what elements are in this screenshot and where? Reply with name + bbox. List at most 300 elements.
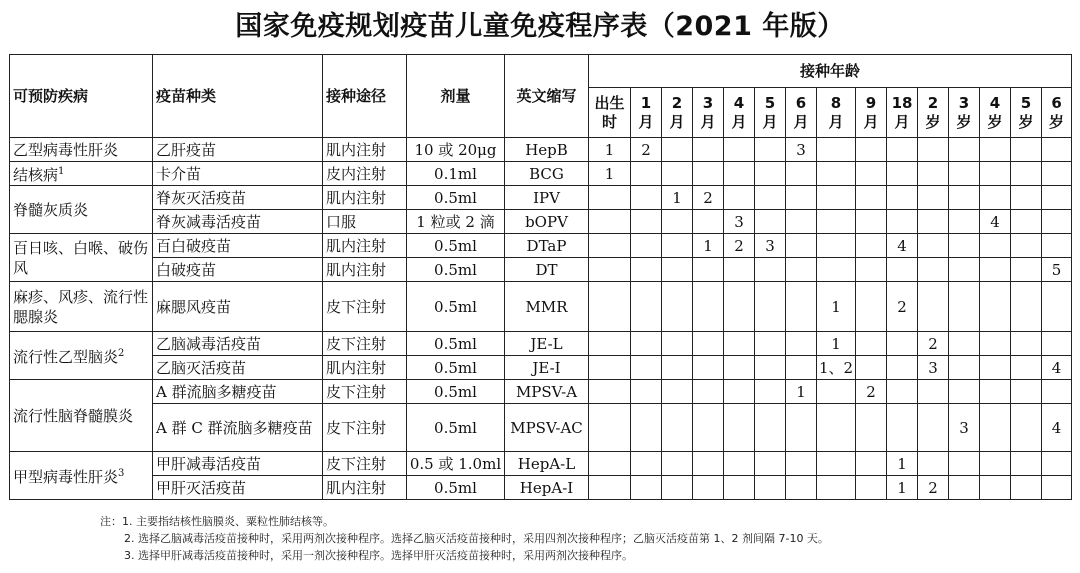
dose-number-cell xyxy=(918,162,949,186)
abbr-cell: BCG xyxy=(505,162,589,186)
dose-number-cell xyxy=(589,234,631,258)
dose-number-cell xyxy=(1042,332,1072,356)
route-cell: 肌内注射 xyxy=(323,138,407,162)
header-age-9 xyxy=(887,88,918,138)
dose-number-cell: 4 xyxy=(1042,404,1072,452)
age-unit: 岁 xyxy=(987,112,1003,131)
dose-number-cell xyxy=(817,186,856,210)
dose-number-cell xyxy=(1011,356,1042,380)
age-unit: 月 xyxy=(638,112,654,131)
dose-number-cell xyxy=(817,210,856,234)
dose-number-cell: 1 xyxy=(589,138,631,162)
header-disease: 可预防疾病 xyxy=(10,55,153,138)
dose-number-cell xyxy=(755,452,786,476)
dose-number-cell xyxy=(817,162,856,186)
vaccine-cell: A 群流脑多糖疫苗 xyxy=(153,380,323,404)
header-abbr: 英文缩写 xyxy=(505,55,589,138)
route-cell: 皮下注射 xyxy=(323,452,407,476)
header-age-11 xyxy=(949,88,980,138)
dose-number-cell xyxy=(755,380,786,404)
dose-number-cell xyxy=(1011,380,1042,404)
dose-number-cell xyxy=(693,356,724,380)
dose-number-cell xyxy=(856,186,887,210)
disease-cell xyxy=(10,162,153,186)
header-age-8 xyxy=(856,88,887,138)
dose-number-cell xyxy=(631,332,662,356)
dose-cell: 0.5ml xyxy=(407,258,505,282)
dose-number-cell xyxy=(918,234,949,258)
disease-cell xyxy=(10,234,153,282)
dose-number-cell xyxy=(856,138,887,162)
dose-number-cell xyxy=(589,380,631,404)
abbr-cell: MPSV-AC xyxy=(505,404,589,452)
dose-number-cell xyxy=(856,162,887,186)
age-number: 5 xyxy=(1020,93,1032,112)
dose-number-cell xyxy=(1042,162,1072,186)
footnote-3: 3. 选择甲肝减毒活疫苗接种时，采用一剂次接种程序。选择甲肝灭活疫苗接种时，采用两剂次接种程序。 xyxy=(124,549,633,562)
dose-number-cell xyxy=(817,234,856,258)
route-cell: 皮下注射 xyxy=(323,380,407,404)
route-cell: 肌内注射 xyxy=(323,476,407,500)
dose-number-cell xyxy=(724,332,755,356)
abbr-cell: bOPV xyxy=(505,210,589,234)
age-number: 出生 xyxy=(594,93,625,112)
dose-number-cell: 4 xyxy=(887,234,918,258)
dose-number-cell xyxy=(918,404,949,452)
dose-number-cell xyxy=(662,258,693,282)
dose-number-cell xyxy=(662,210,693,234)
route-cell: 肌内注射 xyxy=(323,186,407,210)
dose-number-cell xyxy=(1011,404,1042,452)
dose-number-cell xyxy=(1042,282,1072,332)
dose-number-cell xyxy=(786,404,817,452)
dose-number-cell xyxy=(662,452,693,476)
route-cell: 肌内注射 xyxy=(323,356,407,380)
dose-number-cell: 1 xyxy=(693,234,724,258)
dose-number-cell xyxy=(980,404,1011,452)
table-row xyxy=(10,282,1072,332)
dose-cell: 0.5ml xyxy=(407,186,505,210)
dose-cell: 10 或 20μg xyxy=(407,138,505,162)
table-row xyxy=(10,452,1072,476)
dose-number-cell xyxy=(631,162,662,186)
dose-number-cell xyxy=(949,210,980,234)
dose-cell: 0.5ml xyxy=(407,356,505,380)
dose-number-cell xyxy=(856,452,887,476)
dose-number-cell xyxy=(786,452,817,476)
dose-number-cell xyxy=(589,476,631,500)
header-age-7 xyxy=(817,88,856,138)
dose-number-cell xyxy=(724,404,755,452)
table-row xyxy=(10,356,1072,380)
abbr-cell: DT xyxy=(505,258,589,282)
disease-cell xyxy=(10,186,153,234)
age-number: 2 xyxy=(927,93,939,112)
dose-cell: 1 粒或 2 滴 xyxy=(407,210,505,234)
dose-number-cell xyxy=(856,210,887,234)
dose-number-cell xyxy=(662,380,693,404)
dose-number-cell xyxy=(887,210,918,234)
dose-number-cell xyxy=(786,186,817,210)
dose-number-cell xyxy=(724,476,755,500)
dose-number-cell xyxy=(693,138,724,162)
age-number: 4 xyxy=(989,93,1001,112)
dose-cell: 0.5ml xyxy=(407,234,505,258)
age-number: 3 xyxy=(958,93,970,112)
dose-number-cell: 1 xyxy=(887,476,918,500)
dose-number-cell xyxy=(1042,138,1072,162)
dose-number-cell xyxy=(817,452,856,476)
dose-number-cell xyxy=(662,356,693,380)
footnotes xyxy=(100,513,829,564)
dose-number-cell xyxy=(724,356,755,380)
dose-number-cell xyxy=(631,258,662,282)
dose-number-cell xyxy=(589,282,631,332)
dose-number-cell xyxy=(1042,234,1072,258)
header-age-6 xyxy=(786,88,817,138)
dose-number-cell: 2 xyxy=(918,476,949,500)
footnote-marker: 1 xyxy=(58,166,65,177)
age-unit: 时 xyxy=(601,112,617,131)
dose-number-cell xyxy=(755,210,786,234)
dose-number-cell xyxy=(918,186,949,210)
dose-number-cell xyxy=(693,162,724,186)
dose-number-cell xyxy=(1011,162,1042,186)
dose-number-cell xyxy=(786,210,817,234)
dose-number-cell xyxy=(693,258,724,282)
dose-number-cell xyxy=(887,332,918,356)
dose-number-cell xyxy=(1011,452,1042,476)
immunization-schedule-table xyxy=(9,54,1072,500)
age-number: 4 xyxy=(733,93,745,112)
dose-number-cell xyxy=(887,356,918,380)
dose-number-cell xyxy=(918,258,949,282)
age-unit: 岁 xyxy=(1018,112,1034,131)
dose-number-cell: 1 xyxy=(817,282,856,332)
dose-number-cell xyxy=(949,452,980,476)
dose-number-cell: 1 xyxy=(887,452,918,476)
dose-number-cell xyxy=(980,258,1011,282)
table-row xyxy=(10,162,1072,186)
dose-number-cell xyxy=(949,356,980,380)
dose-number-cell xyxy=(631,234,662,258)
dose-number-cell xyxy=(693,404,724,452)
dose-number-cell xyxy=(662,332,693,356)
dose-number-cell xyxy=(693,210,724,234)
vaccine-cell: 脊灰减毒活疫苗 xyxy=(153,210,323,234)
abbr-cell: HepA-I xyxy=(505,476,589,500)
dose-cell: 0.5ml xyxy=(407,476,505,500)
age-number: 9 xyxy=(865,93,877,112)
dose-number-cell xyxy=(631,210,662,234)
route-cell: 皮下注射 xyxy=(323,404,407,452)
dose-number-cell xyxy=(856,234,887,258)
header-age-5 xyxy=(755,88,786,138)
dose-number-cell xyxy=(817,138,856,162)
age-unit: 月 xyxy=(894,112,910,131)
age-number: 6 xyxy=(1051,93,1062,112)
page-title: 国家免疫规划疫苗儿童免疫程序表（2021 年版） xyxy=(235,11,845,42)
dose-number-cell xyxy=(755,356,786,380)
dose-number-cell xyxy=(662,476,693,500)
disease-name: 流行性脑脊髓膜炎 xyxy=(13,406,134,425)
header-age-0 xyxy=(589,88,631,138)
disease-cell xyxy=(10,332,153,380)
dose-number-cell xyxy=(589,210,631,234)
dose-number-cell xyxy=(724,258,755,282)
dose-number-cell: 1 xyxy=(786,380,817,404)
abbr-cell: JE-L xyxy=(505,332,589,356)
dose-number-cell xyxy=(724,380,755,404)
dose-number-cell xyxy=(949,380,980,404)
table-row xyxy=(10,258,1072,282)
dose-number-cell xyxy=(887,380,918,404)
dose-number-cell xyxy=(918,282,949,332)
vaccine-cell: 乙脑灭活疫苗 xyxy=(153,356,323,380)
header-age-1 xyxy=(631,88,662,138)
dose-number-cell xyxy=(1011,186,1042,210)
vaccine-cell: 甲肝减毒活疫苗 xyxy=(153,452,323,476)
route-cell: 皮内注射 xyxy=(323,162,407,186)
dose-number-cell xyxy=(786,162,817,186)
abbr-cell: DTaP xyxy=(505,234,589,258)
disease-cell xyxy=(10,380,153,452)
dose-number-cell xyxy=(589,452,631,476)
dose-number-cell xyxy=(1042,476,1072,500)
dose-number-cell: 3 xyxy=(755,234,786,258)
dose-number-cell xyxy=(724,282,755,332)
dose-number-cell: 3 xyxy=(949,404,980,452)
disease-cell xyxy=(10,138,153,162)
disease-name: 百日咳、白喉、破伤风 xyxy=(13,238,149,277)
vaccine-cell: 乙脑减毒活疫苗 xyxy=(153,332,323,356)
table-row xyxy=(10,380,1072,404)
dose-number-cell xyxy=(631,404,662,452)
dose-number-cell xyxy=(949,258,980,282)
table-row xyxy=(10,138,1072,162)
age-unit: 月 xyxy=(669,112,685,131)
table-row xyxy=(10,234,1072,258)
table-row xyxy=(10,186,1072,210)
header-age-12 xyxy=(980,88,1011,138)
dose-number-cell xyxy=(724,452,755,476)
dose-cell: 0.1ml xyxy=(407,162,505,186)
disease-name: 甲型病毒性肝炎 xyxy=(13,468,119,486)
dose-number-cell xyxy=(786,282,817,332)
dose-number-cell xyxy=(980,380,1011,404)
vaccine-cell: 甲肝灭活疫苗 xyxy=(153,476,323,500)
abbr-cell: HepB xyxy=(505,138,589,162)
header-dose: 剂量 xyxy=(407,55,505,138)
disease-cell xyxy=(10,452,153,500)
dose-number-cell xyxy=(662,162,693,186)
disease-name: 结核病 xyxy=(13,166,59,184)
dose-number-cell xyxy=(980,138,1011,162)
dose-number-cell xyxy=(693,332,724,356)
dose-number-cell xyxy=(949,138,980,162)
dose-number-cell xyxy=(918,210,949,234)
dose-number-cell xyxy=(662,404,693,452)
dose-number-cell: 2 xyxy=(693,186,724,210)
dose-number-cell xyxy=(918,138,949,162)
dose-number-cell xyxy=(1042,452,1072,476)
dose-number-cell xyxy=(724,186,755,210)
dose-number-cell xyxy=(1011,234,1042,258)
dose-number-cell xyxy=(693,380,724,404)
dose-number-cell: 3 xyxy=(786,138,817,162)
dose-number-cell: 2 xyxy=(724,234,755,258)
disease-name: 脊髓灰质炎 xyxy=(13,200,89,219)
age-unit: 月 xyxy=(828,112,844,131)
dose-number-cell xyxy=(755,332,786,356)
header-age-2 xyxy=(662,88,693,138)
dose-cell: 0.5 或 1.0ml xyxy=(407,452,505,476)
dose-number-cell xyxy=(631,282,662,332)
dose-number-cell xyxy=(980,332,1011,356)
abbr-cell: HepA-L xyxy=(505,452,589,476)
dose-number-cell xyxy=(887,162,918,186)
table-row xyxy=(10,332,1072,356)
dose-number-cell xyxy=(980,162,1011,186)
dose-number-cell xyxy=(1011,476,1042,500)
dose-number-cell xyxy=(631,356,662,380)
dose-number-cell: 1 xyxy=(589,162,631,186)
age-number: 18 xyxy=(891,93,913,112)
age-number: 2 xyxy=(671,93,683,112)
age-unit: 月 xyxy=(863,112,879,131)
dose-number-cell: 1 xyxy=(817,332,856,356)
dose-number-cell: 2 xyxy=(631,138,662,162)
age-unit: 月 xyxy=(731,112,747,131)
route-cell: 口服 xyxy=(323,210,407,234)
age-number: 6 xyxy=(795,93,807,112)
dose-number-cell xyxy=(1042,210,1072,234)
dose-number-cell xyxy=(1042,380,1072,404)
dose-number-cell xyxy=(980,356,1011,380)
dose-number-cell xyxy=(1011,210,1042,234)
dose-number-cell xyxy=(662,138,693,162)
dose-number-cell xyxy=(724,138,755,162)
dose-number-cell xyxy=(1011,282,1042,332)
dose-number-cell xyxy=(856,476,887,500)
footnote-1: 注：1. 主要指结核性脑膜炎、粟粒性肺结核等。 xyxy=(100,515,334,528)
dose-number-cell xyxy=(949,476,980,500)
header-age-group: 接种年龄 xyxy=(589,55,1072,88)
age-unit: 岁 xyxy=(925,112,941,131)
abbr-cell: MMR xyxy=(505,282,589,332)
footnote-2: 2. 选择乙脑减毒活疫苗接种时，采用两剂次接种程序。选择乙脑灭活疫苗接种时，采用四剂次接种程序；乙脑灭活疫苗第 1、2 剂间隔 7-10 天。 xyxy=(124,532,829,545)
dose-number-cell xyxy=(589,258,631,282)
dose-number-cell: 3 xyxy=(918,356,949,380)
dose-number-cell xyxy=(817,476,856,500)
dose-number-cell: 2 xyxy=(887,282,918,332)
dose-number-cell xyxy=(856,258,887,282)
dose-number-cell xyxy=(755,476,786,500)
dose-number-cell xyxy=(856,332,887,356)
dose-number-cell xyxy=(887,138,918,162)
dose-cell: 0.5ml xyxy=(407,380,505,404)
dose-number-cell xyxy=(980,452,1011,476)
header-vaccine: 疫苗种类 xyxy=(153,55,323,138)
table-row xyxy=(10,476,1072,500)
vaccine-cell: 乙肝疫苗 xyxy=(153,138,323,162)
vaccine-cell: 麻腮风疫苗 xyxy=(153,282,323,332)
dose-cell: 0.5ml xyxy=(407,332,505,356)
dose-number-cell xyxy=(662,234,693,258)
dose-number-cell xyxy=(755,186,786,210)
disease-cell xyxy=(10,282,153,332)
dose-number-cell xyxy=(589,356,631,380)
route-cell: 皮下注射 xyxy=(323,332,407,356)
age-number: 1 xyxy=(640,93,652,112)
age-number: 5 xyxy=(764,93,776,112)
dose-number-cell: 4 xyxy=(1042,356,1072,380)
dose-cell: 0.5ml xyxy=(407,404,505,452)
dose-number-cell xyxy=(589,186,631,210)
dose-number-cell xyxy=(1011,258,1042,282)
dose-number-cell xyxy=(631,380,662,404)
age-unit: 岁 xyxy=(956,112,972,131)
vaccine-cell: 百白破疫苗 xyxy=(153,234,323,258)
dose-number-cell xyxy=(631,476,662,500)
disease-name: 麻疹、风疹、流行性腮腺炎 xyxy=(13,287,149,326)
dose-number-cell xyxy=(817,404,856,452)
table-row xyxy=(10,210,1072,234)
dose-number-cell xyxy=(980,476,1011,500)
dose-number-cell xyxy=(856,282,887,332)
footnote-marker: 3 xyxy=(118,468,125,479)
dose-number-cell: 3 xyxy=(724,210,755,234)
dose-number-cell xyxy=(949,282,980,332)
dose-number-cell xyxy=(980,234,1011,258)
dose-number-cell xyxy=(755,282,786,332)
route-cell: 肌内注射 xyxy=(323,258,407,282)
dose-number-cell xyxy=(786,234,817,258)
dose-number-cell: 1、2 xyxy=(817,356,856,380)
dose-number-cell: 1 xyxy=(662,186,693,210)
abbr-cell: JE-I xyxy=(505,356,589,380)
dose-number-cell xyxy=(980,282,1011,332)
dose-number-cell xyxy=(949,332,980,356)
header-route: 接种途径 xyxy=(323,55,407,138)
dose-number-cell xyxy=(693,476,724,500)
dose-number-cell xyxy=(856,404,887,452)
abbr-cell: MPSV-A xyxy=(505,380,589,404)
dose-number-cell: 2 xyxy=(918,332,949,356)
dose-number-cell xyxy=(662,282,693,332)
dose-number-cell xyxy=(949,234,980,258)
route-cell: 皮下注射 xyxy=(323,282,407,332)
dose-number-cell xyxy=(1042,186,1072,210)
age-unit: 岁 xyxy=(1049,112,1065,131)
age-number: 8 xyxy=(830,93,842,112)
dose-number-cell xyxy=(786,356,817,380)
header-age-14 xyxy=(1042,88,1072,138)
dose-number-cell xyxy=(817,258,856,282)
dose-number-cell xyxy=(980,186,1011,210)
dose-number-cell xyxy=(918,452,949,476)
table-row xyxy=(10,404,1072,452)
abbr-cell: IPV xyxy=(505,186,589,210)
dose-number-cell xyxy=(724,162,755,186)
dose-number-cell xyxy=(786,332,817,356)
vaccine-cell: A 群 C 群流脑多糖疫苗 xyxy=(153,404,323,452)
dose-number-cell xyxy=(1011,138,1042,162)
dose-number-cell xyxy=(786,258,817,282)
dose-number-cell xyxy=(817,380,856,404)
dose-number-cell xyxy=(589,332,631,356)
dose-number-cell: 2 xyxy=(856,380,887,404)
